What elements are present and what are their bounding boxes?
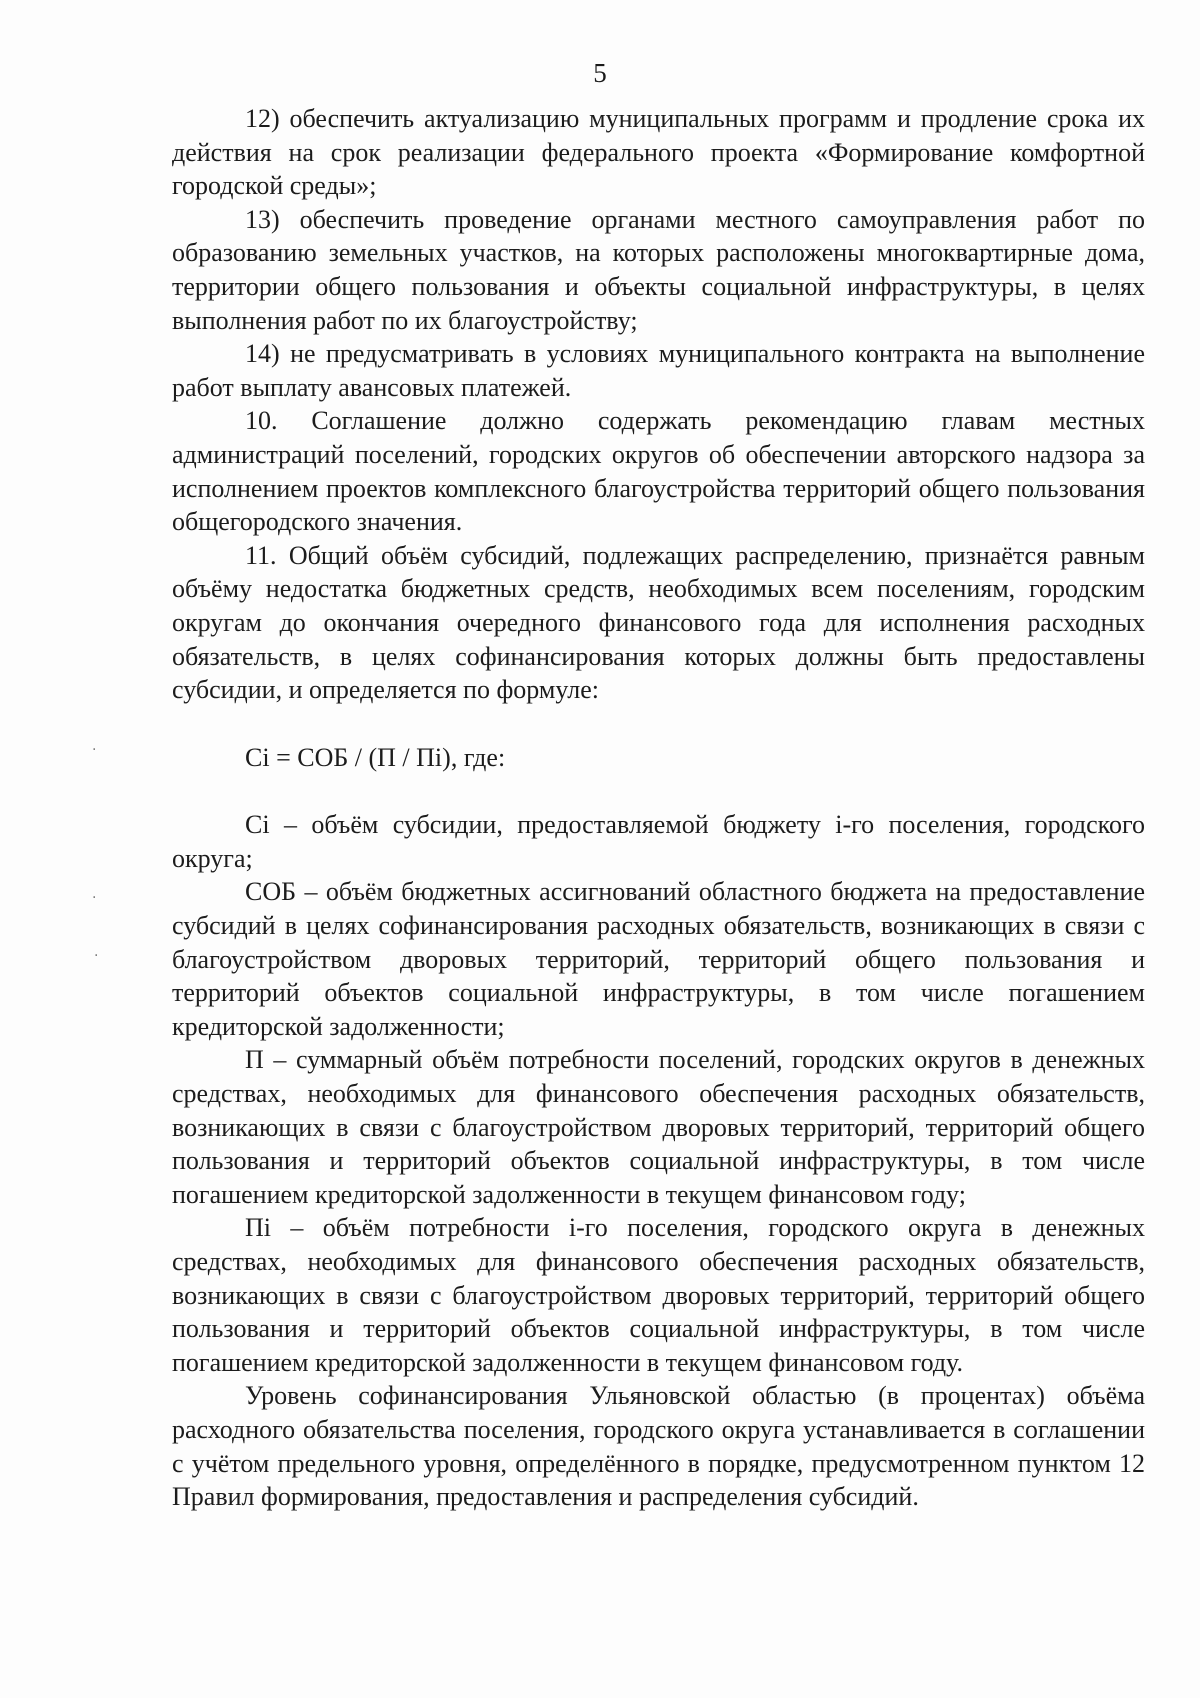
subsidy-formula: Сi = СОБ / (П / Пi), где: — [245, 742, 506, 772]
paragraph-clause-11: 11. Общий объём субсидий, подлежащих распределению, признаётся равным объёму недостатка бюджетных средств, необходимых всем поселениям, городским округам до окончания очередного финансового года для исполнения расходных обязательств, в целях софинансирования которых должны быть предоставлены субсидии, и определяется по формуле: — [172, 540, 1145, 705]
cofinancing-level-paragraph: Уровень софинансирования Ульяновской областью (в процентах) объёма расходного обязательства поселения, городского округа устанавливается в соглашении с учётом предельного уровня, определённого в порядке, предусмотренном пунктом 12 Правил формирования, предоставления и распределения субсидий. — [172, 1381, 1145, 1512]
paragraph-clause-10: 10. Соглашение должно содержать рекомендацию главам местных администраций поселений, городских округов об обеспечении авторского надзора за исполнением проектов комплексного благоустройства территорий общего пользования общегородского значения. — [172, 406, 1145, 537]
definition-ci: Сi – объём субсидии, предоставляемой бюджету i-го поселения, городского округа; — [172, 810, 1145, 873]
paragraph-item-13: 13) обеспечить проведение органами местного самоуправления работ по образованию земельных участков, на которых расположены многоквартирные дома, территории общего пользования и объекты социальной инфраструктуры, в целях выполнения работ по их благоустройству; — [172, 204, 1145, 335]
scan-speck: · — [92, 890, 97, 906]
paragraph-item-14: 14) не предусматривать в условиях муниципального контракта на выполнение работ выплату авансовых платежей. — [172, 339, 1145, 402]
definition-sob: СОБ – объём бюджетных ассигнований областного бюджета на предоставление субсидий в целях софинансирования расходных обязательств, возникающих в связи с благоустройством дворовых территорий, территорий общего пользования и территорий объектов социальной инфраструктуры, в том числе погашением кредиторской задолженности; — [172, 877, 1145, 1041]
document-body — [172, 102, 1145, 1514]
paragraph-item-12: 12) обеспечить актуализацию муниципальных программ и продление срока их действия на срок реализации федерального проекта «Формирование комфортной городской среды»; — [172, 104, 1145, 201]
definition-pi: Пi – объём потребности i-го поселения, городского округа в денежных средствах, необходимых для финансового обеспечения расходных обязательств, возникающих в связи с благоустройством дворовых территорий, территорий общего пользования и территорий объектов социальной инфраструктуры, в том числе погашением кредиторской задолженности в текущем финансовом году. — [172, 1213, 1145, 1377]
definition-p: П – суммарный объём потребности поселений, городских округов в денежных средствах, необходимых для финансового обеспечения расходных обязательств, возникающих в связи с благоустройством дворовых территорий, территорий общего пользования и территорий объектов социальной инфраструктуры, в том числе погашением кредиторской задолженности в текущем финансовом году; — [172, 1045, 1145, 1209]
scan-speck: · — [94, 948, 99, 964]
scan-speck: · — [92, 742, 97, 758]
page-number: 5 — [593, 58, 607, 88]
